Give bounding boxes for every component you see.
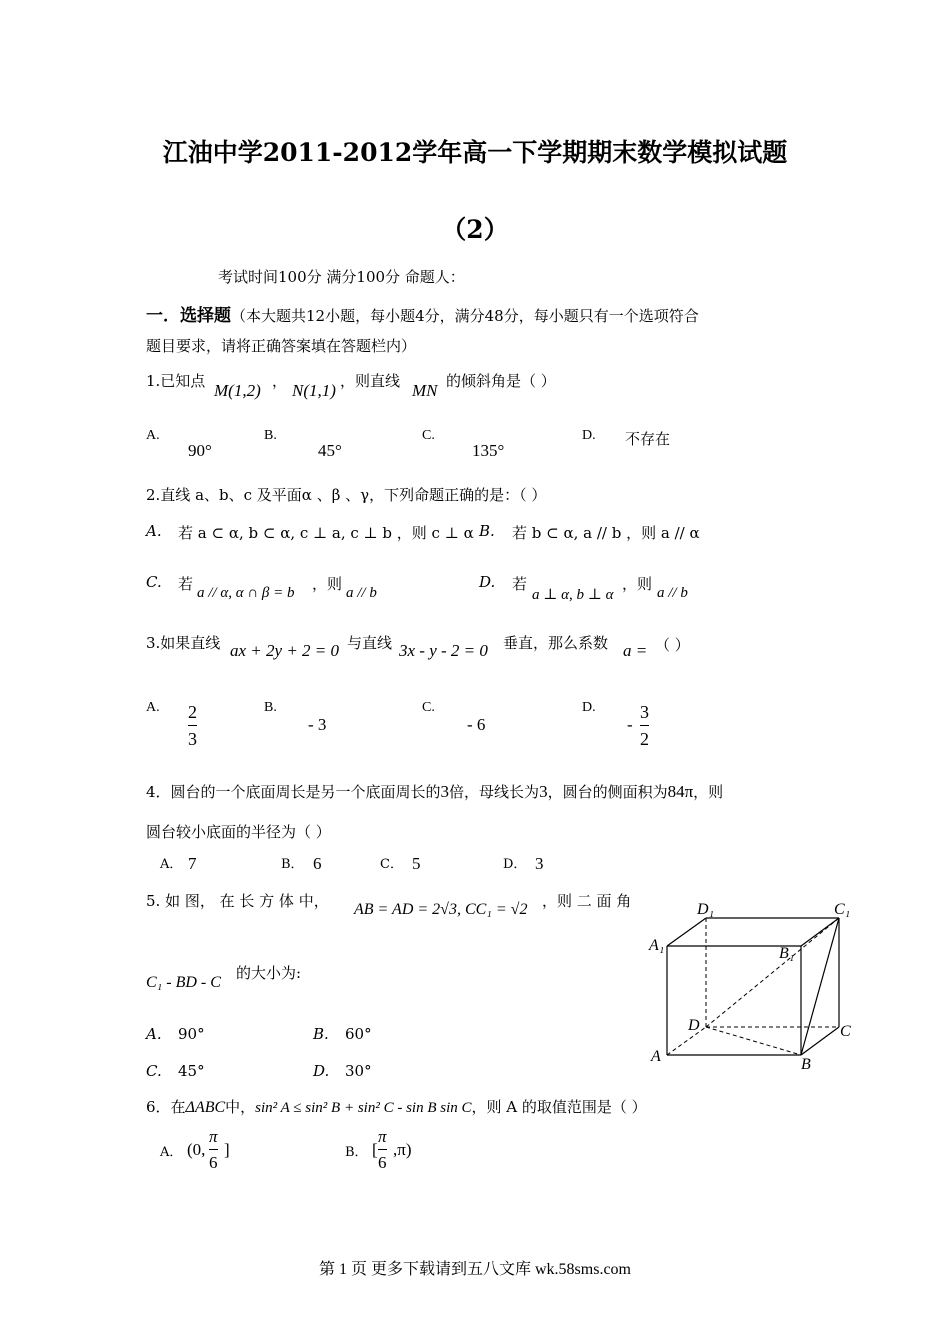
- edge-d-b: [706, 1027, 801, 1055]
- q5-opt-b: 60°: [345, 1025, 372, 1043]
- q2-opt-d-label: D.: [479, 573, 496, 591]
- q3-var: a =: [623, 641, 648, 660]
- q4-opt-b-label: B．: [281, 857, 304, 872]
- label-d: D: [688, 1017, 700, 1034]
- label-c1: C₁: [834, 901, 851, 918]
- edge-d-c1: [706, 918, 839, 1027]
- q3-opt-a-num: 2: [188, 702, 197, 722]
- page-footer: 第 1 页 更多下载请到五八文库 wk.58sms.com: [318, 1261, 631, 1278]
- q4-opt-a: 7: [188, 854, 197, 873]
- q6-opt-a-frac: [209, 1128, 218, 1171]
- q5-opt-c-label: C.: [146, 1062, 162, 1080]
- q3-paren: （ ）: [655, 636, 690, 654]
- q6-opt-a-open: (0,: [187, 1140, 206, 1159]
- q5-suffix: ，则 二 面 角: [542, 892, 632, 910]
- q3-eq1: ax + 2y + 2 = 0: [230, 641, 340, 660]
- q3-opt-b: - 3: [308, 715, 327, 734]
- q4-line1-c: ，圆台的侧面积为: [547, 783, 668, 801]
- q4-line1-b: 倍，母线长为: [449, 783, 540, 801]
- q6-opt-b-frac: [378, 1128, 387, 1171]
- q1-opt-a: 90°: [188, 441, 212, 460]
- q6-opt-a-label: A．: [160, 1145, 183, 1160]
- q1-opt-b: 45°: [318, 441, 342, 460]
- q1-mid: ，则直线: [340, 372, 401, 390]
- q5-angle: C₁ - BD - C: [146, 974, 221, 991]
- page-subtitle: （2）: [441, 215, 509, 244]
- q1-prefix: 1.已知点: [146, 372, 206, 390]
- q4-v3: 84π: [667, 782, 694, 801]
- q6-opt-a-close: ]: [224, 1140, 230, 1159]
- q1-opt-b-label: B.: [264, 428, 277, 443]
- q3-opt-d-den: 2: [640, 729, 649, 749]
- q4-opt-a-label: A．: [160, 857, 183, 872]
- section-heading: 一．选择题: [146, 306, 231, 326]
- q3-opt-b-label: B.: [264, 700, 277, 715]
- page-title: 江油中学2011-2012学年高一下学期期末数学模拟试题: [162, 138, 788, 167]
- q1-line: MN: [412, 381, 438, 400]
- q4-opt-b: 6: [313, 854, 322, 873]
- q4-opt-c-label: C．: [380, 857, 403, 872]
- q6-opt-b-label: B．: [345, 1145, 368, 1160]
- exam-info: 考试时间100分 满分100分 命题人：: [218, 268, 465, 286]
- cuboid-figure: [640, 898, 865, 1078]
- q1-suffix: 的倾斜角是（ ）: [446, 372, 556, 390]
- q5-opt-b-label: B.: [313, 1025, 329, 1043]
- q3-opt-d-frac: [640, 703, 649, 748]
- q5-opt-d-label: D.: [313, 1062, 330, 1080]
- label-b: B: [801, 1056, 811, 1073]
- q4-line2: 圆台较小底面的半径为（ ）: [146, 823, 331, 841]
- q2-opt-c-label: C.: [146, 573, 162, 591]
- q6-opt-b-close: ,π): [393, 1140, 412, 1159]
- q2-opt-c-pre: 若: [178, 575, 194, 593]
- q6-opt-b-den: 6: [378, 1153, 387, 1172]
- section-heading-line: [146, 301, 699, 326]
- edge-a1-d1: [667, 918, 706, 946]
- q6-opt-b-num: π: [378, 1127, 387, 1146]
- q4-opt-c: 5: [412, 854, 421, 873]
- q1-point-n: N(1,1): [292, 381, 336, 400]
- q6-opt-a-num: π: [209, 1127, 218, 1146]
- q5-opt-c: 45°: [178, 1062, 205, 1080]
- q3-eq2: 3x - y - 2 = 0: [399, 641, 488, 660]
- q2-opt-a: 若 a ⊂ α, b ⊂ α, c ⊥ a, c ⊥ b ，则 c ⊥ α: [178, 524, 474, 542]
- q3-prefix: 3.如果直线: [146, 634, 221, 652]
- q5-prefix: 5. 如 图， 在 长 方 体 中，: [146, 892, 329, 910]
- q1-opt-c: 135°: [472, 441, 505, 460]
- edge-b-c: [801, 1027, 839, 1055]
- q2-opt-c-cond: a // α, α ∩ β = b: [197, 585, 295, 601]
- q2-opt-b: 若 b ⊂ α, a // b ，则 a // α: [512, 524, 700, 542]
- q6-line: [146, 1096, 647, 1117]
- q6-tri: ΔABC: [185, 1099, 226, 1116]
- q4-opt-d: 3: [535, 854, 544, 873]
- q4-opt-d-label: D．: [503, 857, 527, 872]
- q5-angle-suffix: 的大小为:: [236, 964, 302, 982]
- q3-mid: 与直线: [347, 634, 393, 652]
- q2-opt-d-concl: a // b: [657, 585, 688, 601]
- q6-prefix: 6．在: [146, 1098, 186, 1116]
- q2-opt-a-label: A.: [146, 522, 162, 540]
- q2-stem: 2.直线 a、b、c 及平面α 、β 、γ，下列命题正确的是：（ ）: [146, 486, 547, 504]
- q2-opt-c-then: ，则: [312, 575, 343, 593]
- q6-opt-b-open: [: [372, 1140, 378, 1159]
- edge-a-d: [667, 1027, 706, 1055]
- label-b1: B₁: [779, 945, 795, 962]
- label-c: C: [840, 1023, 851, 1040]
- q5-cond: AB = AD = 2√3, CC₁ = √2: [354, 901, 528, 918]
- q3-opt-c-label: C.: [422, 700, 435, 715]
- label-a: A: [651, 1048, 661, 1065]
- q2-opt-d-pre: 若: [512, 575, 528, 593]
- q1-opt-a-label: A.: [146, 428, 160, 443]
- q6-mid: 中，: [225, 1098, 256, 1116]
- q6-opt-a-den: 6: [209, 1153, 218, 1172]
- edge-c1-b: [801, 918, 839, 1055]
- q3-opt-d-sign: -: [627, 715, 633, 734]
- q3-opt-a-label: A.: [146, 700, 160, 715]
- q4-line1-a: 4．圆台的一个底面周长是另一个底面周长的: [146, 783, 441, 801]
- q3-opt-a-den: 3: [188, 729, 197, 749]
- q1-comma: ，: [272, 372, 288, 390]
- q1-opt-c-label: C.: [422, 428, 435, 443]
- q1-opt-d-label: D.: [582, 428, 596, 443]
- q1-point-m: M(1,2): [214, 381, 261, 400]
- q6-suffix: ，则 A 的取值范围是（ ）: [471, 1098, 647, 1116]
- q4-v1: 3: [440, 782, 450, 801]
- q2-opt-c-concl: a // b: [346, 585, 377, 601]
- q3-opt-a-frac: [188, 703, 197, 748]
- label-a1: A₁: [649, 937, 665, 954]
- q5-opt-a-label: A.: [146, 1025, 162, 1043]
- q5-opt-a: 90°: [178, 1025, 205, 1043]
- q3-opt-c: - 6: [467, 715, 486, 734]
- q2-opt-b-label: B.: [479, 522, 495, 540]
- q4-line1-d: ，则: [693, 783, 724, 801]
- label-d1: D₁: [697, 901, 715, 918]
- q4-v2: 3: [539, 782, 548, 801]
- q6-ineq: sin² A ≤ sin² B + sin² C - sin B sin C: [255, 1100, 472, 1116]
- q3-suffix: 垂直，那么系数: [503, 634, 609, 652]
- q3-opt-d-label: D.: [582, 700, 596, 715]
- section-desc-2: 题目要求，请将正确答案填在答题栏内）: [146, 337, 417, 355]
- q4-line1: [146, 781, 723, 802]
- q1-opt-d: 不存在: [625, 430, 671, 448]
- q5-opt-d: 30°: [345, 1062, 372, 1080]
- q2-opt-d-then: ，则: [622, 575, 653, 593]
- q2-opt-d-cond: a ⊥ α, b ⊥ α: [532, 587, 614, 603]
- q3-opt-d-num: 3: [640, 702, 649, 722]
- section-desc-1: （本大题共12小题，每小题4分，满分48分，每小题只有一个选项符合: [231, 307, 699, 325]
